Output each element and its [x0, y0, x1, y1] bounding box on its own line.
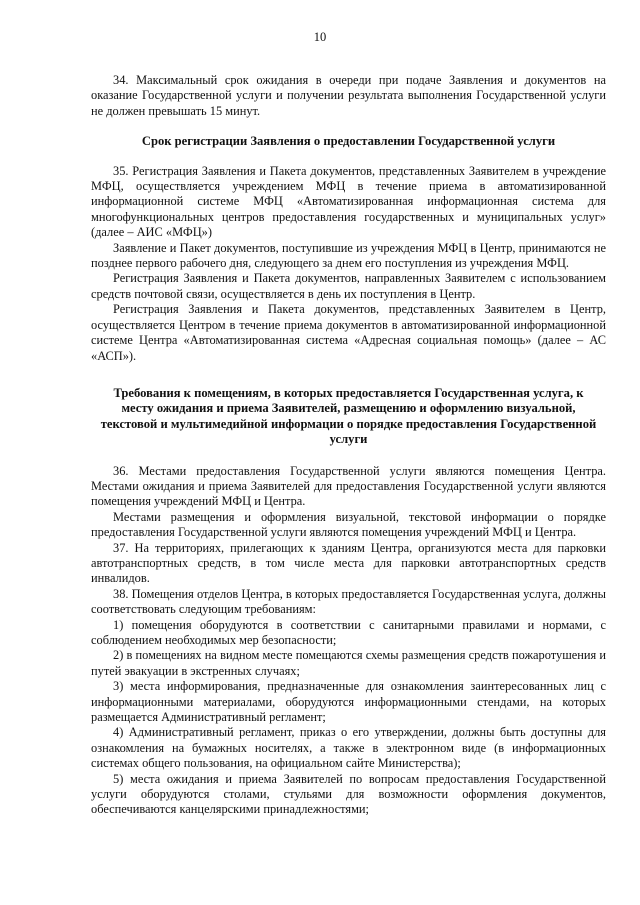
- paragraph-36-info-places: Местами размещения и оформления визуальной, текстовой информации о порядке предоставления Государственной услуги являются помещения учреждений МФЦ и Центра.: [91, 509, 606, 540]
- paragraph-35-postal: Регистрация Заявления и Пакета документов, направленных Заявителем с использованием средств почтовой связи, осуществляется в день их поступления в Центр.: [91, 271, 606, 301]
- paragraph-35: 35. Регистрация Заявления и Пакета документов, представленных Заявителем в учреждение МФЦ, осуществляется учреждением МФЦ в течение приема в автоматизированной информационной системе МФЦ «Автоматизированная информационная система для многофункциональных центров предоставления государственных и муниципальных услуг» (далее – АИС «МФЦ»): [91, 163, 606, 240]
- page-number: 10: [313, 30, 327, 44]
- requirement-5: 5) места ожидания и приема Заявителей по вопросам предоставления Государственной услуги оборудуются столами, стульями для возможности оформления документов, обеспечиваются канцелярскими принадлежностями;: [91, 771, 606, 817]
- document-body: [91, 73, 606, 818]
- requirement-2: 2) в помещениях на видном месте помещаются схемы размещения средств пожаротушения и путей эвакуации в экстренных случаях;: [91, 648, 606, 678]
- paragraph-35-mfc-receipt: Заявление и Пакет документов, поступившие из учреждения МФЦ в Центр, принимаются не позднее первого рабочего дня, следующего за днем его поступления из учреждения МФЦ.: [91, 240, 606, 271]
- section-heading-registration: Срок регистрации Заявления о предоставлении Государственной услуги: [141, 134, 556, 149]
- requirement-3: 3) места информирования, предназначенные для ознакомления заинтересованных лиц с информационными материалами, оборудуются информационными стендами, на которых размещается Административный регламент;: [91, 679, 606, 725]
- requirement-1: 1) помещения оборудуются в соответствии с санитарными правилами и нормами, с соблюдением необходимых мер безопасности;: [91, 617, 606, 647]
- paragraph-35-center: Регистрация Заявления и Пакета документов, представленных Заявителем в Центр, осуществляется Центром в течение приема документов в автоматизированной информационной системе Центра «Автоматизированная система «Адресная социальная помощь» (далее – АС «АСП»).: [91, 302, 606, 363]
- requirement-4: 4) Административный регламент, приказ о его утверждении, должны быть доступны для ознакомления на бумажных носителях, а также в электронном виде (в информационных системах общего пользования, на официальном сайте Министерства);: [91, 725, 606, 771]
- section-heading-premises: Требования к помещениям, в которых предоставляется Государственная услуга, к месту ожидания и приема Заявителей, размещению и оформлению визуальной, текстовой и мультимедийной информации о порядке предоставления Государственной услуги: [100, 385, 597, 447]
- paragraph-37: 37. На территориях, прилегающих к зданиям Центра, организуются места для парковки автотранспортных средств, в том числе места для парковки автотранспортных средств инвалидов.: [91, 540, 606, 586]
- paragraph-34: 34. Максимальный срок ожидания в очереди при подаче Заявления и документов на оказание Государственной услуги и получении результата выполнения Государственной услуги не должен превышать 15 минут.: [91, 73, 606, 118]
- paragraph-36: 36. Местами предоставления Государственной услуги являются помещения Центра. Местами ожидания и приема Заявителей для предоставления Государственной услуги являются помещения учреждений МФЦ и Центра.: [91, 463, 606, 509]
- paragraph-38: 38. Помещения отделов Центра, в которых предоставляется Государственная услуга, должны соответствовать следующим требованиям:: [91, 586, 606, 617]
